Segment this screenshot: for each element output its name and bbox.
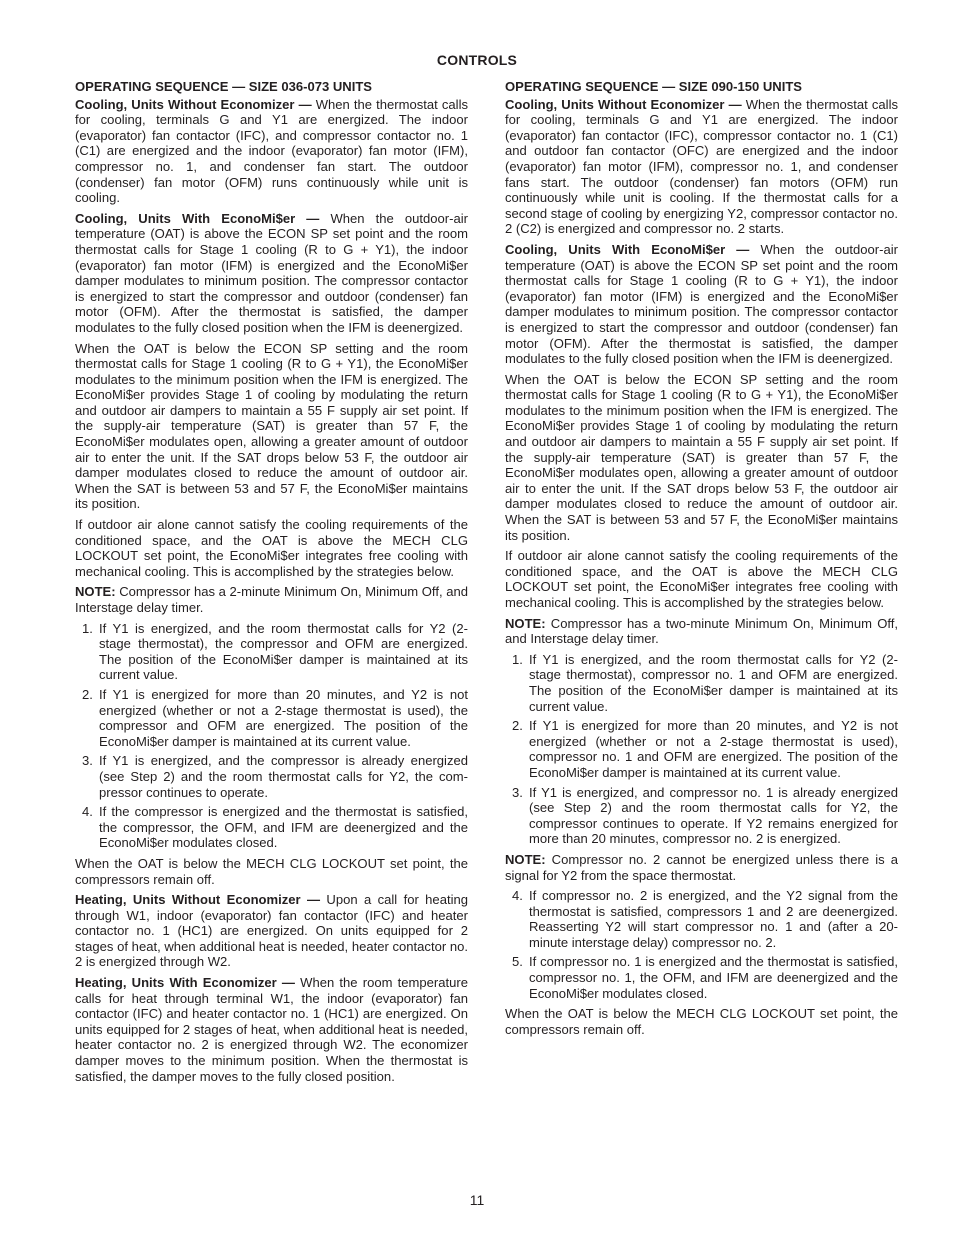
left-column <box>75 79 468 1089</box>
paragraph-outdoor-air-integration: If outdoor air alone cannot satisfy the cooling requirements of the conditioned space, and the OAT is above the MECH CLG LOCKOUT set point, the EconoMi$er integrates free cooling with mechanical cooling. This is accomplished by the strategies below. <box>75 517 468 579</box>
list-item <box>505 954 898 1001</box>
step-text: If Y1 is energized for more than 20 minutes, and Y2 is not energized (whether or not a 2-stage thermostat is used), the compressor and OFM are energized. The position of the EconoMi$er damper is maintained at its current value. <box>99 686 468 749</box>
step-number: 3. <box>512 784 523 800</box>
page-number: 11 <box>469 1192 485 1208</box>
paragraph-body: When the thermostat calls for cooling, terminals G and Y1 are energized. The indoor (evaporator) fan contactor (IFC), and compressor contactor no. 1 (C1) are energized and the indoor (evaporator) fan motor (IFM), compressor no. 1, and condenser fan start. The outdoor (condenser) fan motor (OFM) runs continuously while unit is cooling. <box>75 96 468 206</box>
paragraph-body: When the outdoor-air temperature (OAT) is above the ECON SP set point and the room thermostat calls for Stage 1 cooling (R to G + Y1), the indoor (evaporator) fan motor (IFM) is energized and the EconoMi$er damper modulates to minimum position. The compressor contactor is energized to start the compressor and outdoor (condenser) fan motor (OFM). After the thermostat is satisfied, the damper modulates to the fully closed position when the IFM is deenergized. <box>505 241 898 367</box>
note-body: Compressor has a 2-minute Minimum On, Minimum Off, and Interstage delay timer. <box>75 584 468 615</box>
step-number: 5. <box>512 954 523 970</box>
step-text: If Y1 is energized for more than 20 minutes, and Y2 is not energized (whether or not a 2-stage thermostat is used), compressor no. 1 and OFM are energized. The position of the EconoMi$er damper is maintained at its current value. <box>529 718 898 780</box>
paragraph-cooling-without-economizer <box>505 97 898 237</box>
step-number: 3. <box>82 753 93 769</box>
steps-list <box>75 621 468 851</box>
page-title: CONTROLS <box>436 52 518 68</box>
step-number: 2. <box>512 718 523 734</box>
paragraph-cooling-with-economizer <box>75 211 468 336</box>
paragraph-oat-below-econ-sp: When the OAT is below the ECON SP setting and the room thermostat calls for Stage 1 cooling (R to G + Y1), the EconoMi$er modulates to the minimum position when the IFM is energized. The EconoMi$er provides Stage 1 of cooling by modulating the return and outdoor air dampers to maintain a 55 F supply air set point. If the supply-air temperature (SAT) is greater than 57 F, the EconoMi$er modulates open, allowing a greater amount of outdoor air to enter the unit. If the SAT drops below 53 F, the outdoor air damper modulates closed to reduce the amount of outdoor air. When the SAT is between 53 and 57 F, the EconoMi$er maintains its position. <box>75 340 468 512</box>
paragraph-lead: Cooling, Units With EconoMi$er — <box>505 241 750 257</box>
paragraph-cooling-without-economizer <box>75 97 468 206</box>
step-text: If Y1 is energized, and compressor no. 1 is already energized (see Step 2) and the room thermostat calls for Y2, the compressor continues to operate. If Y2 remains energized for more than 20 minutes, compressor no. 2 is energized. <box>529 784 898 847</box>
list-item <box>505 718 898 780</box>
paragraph-heating-with-economizer <box>75 975 468 1084</box>
section-heading-036-073: OPERATING SEQUENCE — SIZE 036-073 UNITS <box>75 79 373 94</box>
step-text: If compressor no. 2 is energized, and the Y2 signal from the thermostat is satisfied, compressors 1 and 2 are deenergized. Reasserting Y2 will start compressor no. 1 and (after a 20-minute interstage delay) compressor no. 2. <box>529 888 898 950</box>
paragraph-body: When the thermostat calls for cooling, terminals G and Y1 are energized. The indoor (evaporator) fan contactor (IFC), compressor contactor no. 1 (C1) and outdoor fan contactor (OFC) are energized and the indoor (evaporator) fan motor (IFM), compressor no. 1, and condenser fans start. The outdoor (condenser) fan motors (OFM) run continuously while unit is cooling. If the thermostat calls for a second stage of cooling by energizing Y2, compressor contactor no. 2 (C2) is energized and compressor no. 2 starts. <box>505 96 898 237</box>
paragraph-mech-clg-lockout: When the OAT is below the MECH CLG LOCKOUT set point, the compressors remain off. <box>505 1006 898 1037</box>
paragraph-lead: Heating, Units With Economizer — <box>75 975 295 991</box>
paragraph-body: When the room temperature calls for heat through terminal W1, the indoor (evaporator) fan contactor (IFC) and heater contactor no. 1 (HC1) are energized. On units equipped for 2 stages of heat, when additional heat is needed, heater contactor no. 2 is energized through W2. The economizer damper moves to the minimum position. When the thermostat is satisfied, the damper moves to the fully closed position. <box>75 975 468 1084</box>
step-number: 1. <box>82 620 93 636</box>
note-label: NOTE: <box>75 584 116 600</box>
list-item <box>75 804 468 851</box>
step-number: 2. <box>82 686 93 702</box>
step-text: If Y1 is energized, and the room thermostat calls for Y2 (2-stage thermostat), the compressor and OFM are energized. The position of the EconoMi$er damper is maintained at its current value. <box>99 620 468 683</box>
list-item <box>505 785 898 847</box>
note-label: NOTE: <box>505 615 546 631</box>
right-column <box>505 79 898 1042</box>
paragraph-outdoor-air-integration: If outdoor air alone cannot satisfy the cooling requirements of the conditioned space, and the OAT is above the MECH CLG LOCKOUT set point, the EconoMi$er integrates free cooling with mechanical cooling. This is accomplished by the strategies below. <box>505 548 898 610</box>
step-number: 4. <box>512 888 523 904</box>
paragraph-body: When the outdoor-air temperature (OAT) is above the ECON SP set point and the room thermostat calls for Stage 1 cooling (R to G + Y1), the indoor (evaporator) fan motor (IFM) is energized and the EconoMi$er damper modulates to minimum position. The compressor contactor is energized to start the compressor and outdoor (condenser) fan motor (OFM). After the thermostat is satisfied, the damper modulates to the fully closed position when the IFM is deenergized. <box>75 210 468 335</box>
note-compressor-2-signal <box>505 852 898 883</box>
paragraph-lead: Cooling, Units With EconoMi$er — <box>75 210 320 226</box>
list-item <box>75 621 468 683</box>
paragraph-cooling-with-economizer <box>505 242 898 367</box>
paragraph-oat-below-econ-sp: When the OAT is below the ECON SP setting and the room thermostat calls for Stage 1 cooling (R to G + Y1), the EconoMi$er modulates to the minimum position when the IFM is energized. The EconoMi$er provides Stage 1 of cooling by modulating the return and outdoor air dampers to maintain a 55 F supply air set point. If the supply-air temperature (SAT) is greater than 57 F, the EconoMi$er modulates open, allowing a greater amount of outdoor air to enter the unit. If the SAT drops below 53 F, the outdoor air damper modulates closed to reduce the amount of outdoor air. When the SAT is between 53 and 57 F, the EconoMi$er maintains its position. <box>505 371 898 543</box>
section-heading-090-150: OPERATING SEQUENCE — SIZE 090-150 UNITS <box>505 79 803 94</box>
step-text: If Y1 is energized, and the room thermostat calls for Y2 (2-stage thermostat), compressor no. 1 and OFM are energized. The position of the EconoMi$er damper is maintained at its current value. <box>529 651 898 714</box>
step-text: If Y1 is energized, and the compressor is already energized (see Step 2) and the room thermostat calls for Y2, the compressor continues to operate. <box>99 753 468 800</box>
step-number: 1. <box>512 651 523 667</box>
paragraph-mech-clg-lockout: When the OAT is below the MECH CLG LOCKOUT set point, the compressors remain off. <box>75 855 468 887</box>
paragraph-lead: Cooling, Units Without Economizer — <box>505 96 742 112</box>
list-item <box>505 888 898 950</box>
note-body: Compressor no. 2 cannot be energized unless there is a signal for Y2 from the space thermostat. <box>505 851 898 883</box>
note-compressor-timer <box>505 616 898 647</box>
steps-list <box>505 652 898 847</box>
list-item <box>75 687 468 749</box>
step-number: 4. <box>82 804 93 820</box>
paragraph-heating-without-economizer <box>75 892 468 970</box>
note-label: NOTE: <box>505 851 546 867</box>
note-compressor-timer <box>75 584 468 615</box>
list-item <box>505 652 898 714</box>
paragraph-lead: Cooling, Units Without Economizer — <box>75 96 312 112</box>
paragraph-body: Upon a call for heating through W1, indoor (evaporator) fan contactor (IFC) and heater contactor no. 1 (HC1) are energized. On units equipped for 2 stages of heat, when additional heat is needed, heater contactor no. 2 is energized through W2. <box>75 892 468 970</box>
paragraph-lead: Heating, Units Without Economizer — <box>75 892 321 908</box>
step-text: If the compressor is energized and the thermostat is satisfied, the compressor, the OFM, and IFM are deenergized and the EconoMi$er modulates closed. <box>99 804 468 851</box>
step-text: If compressor no. 1 is energized and the thermostat is satisfied, compressor no. 1, the OFM, and IFM are deenergized and the EconoMi$er modulates closed. <box>529 954 898 1001</box>
note-body: Compressor has a two-minute Minimum On, Minimum Off, and Interstage delay timer. <box>505 615 898 647</box>
list-item <box>75 753 468 800</box>
steps-list <box>505 888 898 1001</box>
